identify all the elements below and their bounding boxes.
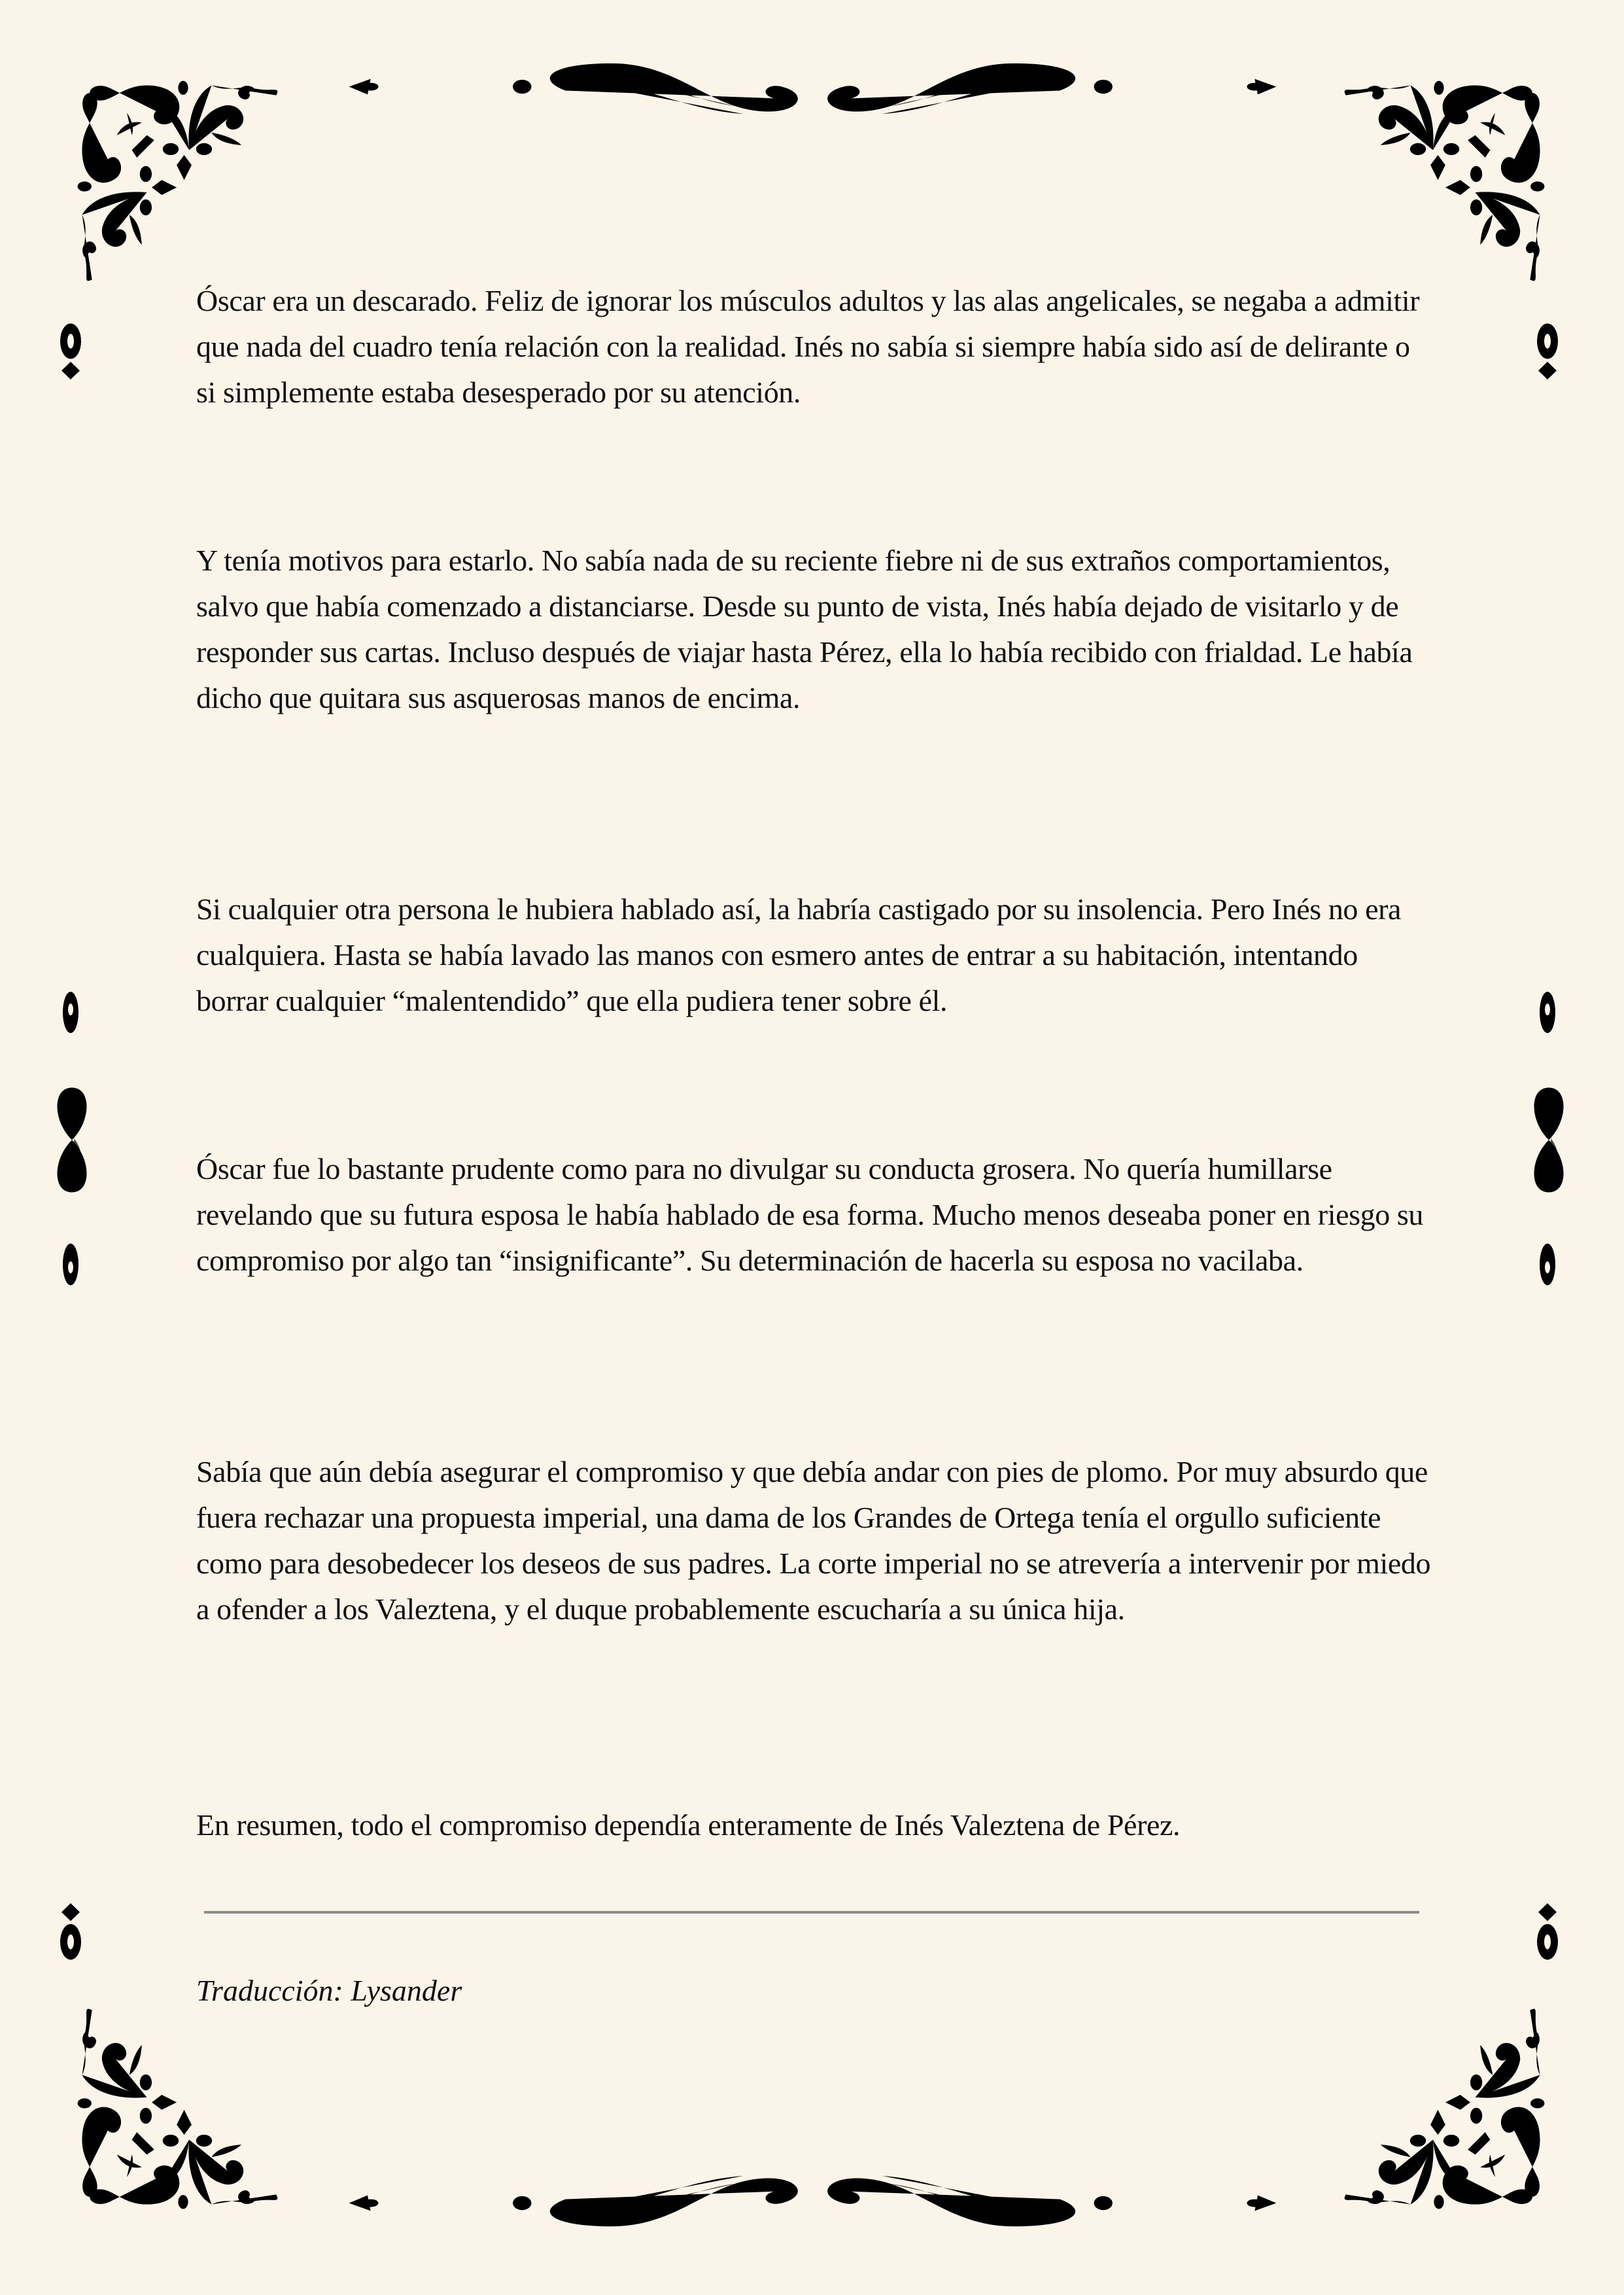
paragraph-text: Si cualquier otra persona le hubiera hablado así, la habría castigado por su insolencia. Pero Inés no era cualquiera. Hasta se había lavado las manos con esmero antes de entrar a su habitación, intentando borrar cualquier “malentendido” que ella pudiera tener sobre él. [196, 892, 1402, 1017]
paragraph-text: Óscar fue lo bastante prudente como para no divulgar su conducta grosera. No quería humillarse revelando que su futura esposa le había hablado de esa forma. Mucho menos deseaba poner en riesgo su compromiso por algo tan “insignificante”. Su determinación de hacerla su esposa no vacilaba. [196, 1152, 1424, 1277]
vertical-rod-icon-left-lower [58, 1250, 84, 1963]
paragraph-6 [196, 1802, 1432, 1848]
corner-flourish-icon-bottom-left [62, 2005, 281, 2224]
paragraph-5 [196, 1449, 1432, 1632]
scroll-divider-icon-top [334, 56, 1292, 118]
paragraph-text: En resumen, todo el compromiso dependía enteramente de Inés Valeztena de Pérez. [196, 1808, 1181, 1842]
vertical-rod-icon-right-lower [1534, 1250, 1561, 1963]
paragraph-text: Sabía que aún debía asegurar el compromiso y que debía andar con pies de plomo. Por muy absurdo que fuera rechazar una propuesta imperial, una dama de los Grandes de Ortega tenía el orgullo suficiente como para desobedecer los deseos de sus padres. La corte imperial no se atrevería a intervenir por miedo a ofender a los Valeztena, y el duque probablemente escucharía a su única hija. [196, 1455, 1431, 1626]
paragraph-2 [196, 538, 1432, 721]
figure-eight-knot-icon-left [46, 1070, 101, 1210]
vertical-rod-icon-left-upper [58, 321, 84, 1027]
corner-flourish-icon-bottom-right [1341, 2005, 1560, 2224]
scroll-divider-icon-bottom [334, 2172, 1292, 2234]
corner-flourish-icon-top-left [62, 65, 281, 285]
paragraph-text: Óscar era un descarado. Feliz de ignorar los músculos adultos y las alas angelicales, se negaba a admitir que nada del cuadro tenía relación con la realidad. Inés no sabía si siempre había sido así de delirante o si simplemente estaba desesperado por su atención. [196, 284, 1420, 409]
corner-flourish-icon-top-right [1341, 65, 1560, 285]
translator-credit: Traducción: Lysander [196, 1974, 462, 2007]
paragraph-3 [196, 886, 1432, 1024]
figure-eight-knot-icon-right [1523, 1070, 1578, 1210]
vertical-rod-icon-right-upper [1534, 321, 1561, 1027]
horizontal-divider [204, 1911, 1419, 1914]
paragraph-4 [196, 1146, 1432, 1284]
paragraph-text: Y tenía motivos para estarlo. No sabía nada de su reciente fiebre ni de sus extraños comportamientos, salvo que había comenzado a distanciarse. Desde su punto de vista, Inés había dejado de visitarlo y de responder sus cartas. Incluso después de viajar hasta Pérez, ella lo había recibido con frialdad. Le había dicho que quitara sus asquerosas manos de encima. [196, 544, 1413, 714]
paragraph-1 [196, 278, 1432, 415]
